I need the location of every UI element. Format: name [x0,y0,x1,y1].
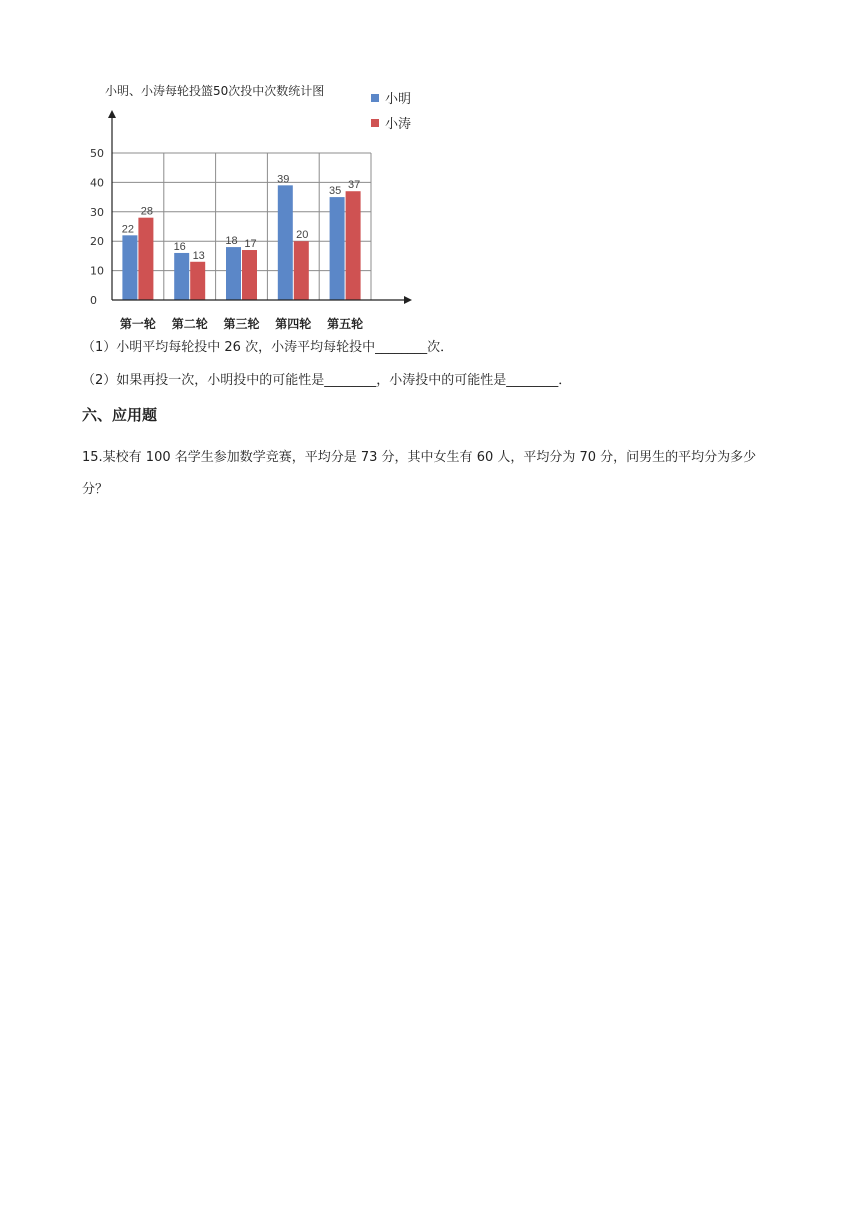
y-tick-label: 10 [90,264,104,278]
y-tick-label: 30 [90,205,104,219]
question-1: （1）小明平均每轮投中 26 次，小涛平均每轮投中________次． [82,340,454,355]
bar-value-label: 35 [328,185,342,198]
bar-xiaoming [174,253,189,300]
legend-swatch [371,119,379,127]
bar-value-label: 37 [347,179,361,192]
bar-xiaotao [190,262,205,300]
bar-xiaoming [226,247,241,300]
x-category-label: 第一轮 [119,317,156,331]
bar-xiaotao [346,191,361,300]
bar-value-label: 16 [173,240,186,253]
bar-value-label: 39 [277,173,290,186]
y-tick-label: 50 [90,147,104,160]
x-category-label: 第三轮 [223,317,260,331]
bar-value-label: 18 [225,235,238,248]
bar-xiaoming [122,235,137,300]
x-category-label: 第二轮 [171,317,208,331]
bar-xiaotao [138,218,153,300]
bar-value-label: 20 [296,229,309,242]
y-axis-arrow [108,110,116,118]
chart-svg [80,78,440,340]
section-title: 六、应用题 [82,406,158,424]
y-tick-label: 20 [90,235,104,249]
x-axis-arrow [404,296,412,304]
bar-xiaotao [294,241,309,300]
legend-swatch [371,94,379,102]
bar-xiaoming [278,185,293,300]
question-2: （2）如果再投一次，小明投中的可能性是________，小涛投中的可能性是________． [82,373,572,388]
bar-xiaoming [330,197,345,300]
y-tick-label: 40 [90,176,104,190]
bar-value-label: 28 [140,205,154,218]
bar-xiaotao [242,250,257,300]
bar-chart [80,78,440,340]
problem-15-text: 15.某校有 100 名学生参加数学竞赛，平均分是 73 分，其中女生有 60 人，平均分为 70 分，问男生的平均分为多少分？ [82,450,757,497]
legend-label: 小涛 [385,117,412,132]
legend-label: 小明 [385,92,412,107]
y-tick-label: 0 [90,294,97,307]
bar-value-label: 13 [192,249,205,262]
x-category-label: 第五轮 [327,317,364,331]
chart-title: 小明、小涛每轮投篮50次投中次数统计图 [105,84,325,98]
bar-value-label: 17 [244,238,257,251]
x-category-label: 第四轮 [275,317,312,331]
bar-value-label: 22 [121,223,135,236]
